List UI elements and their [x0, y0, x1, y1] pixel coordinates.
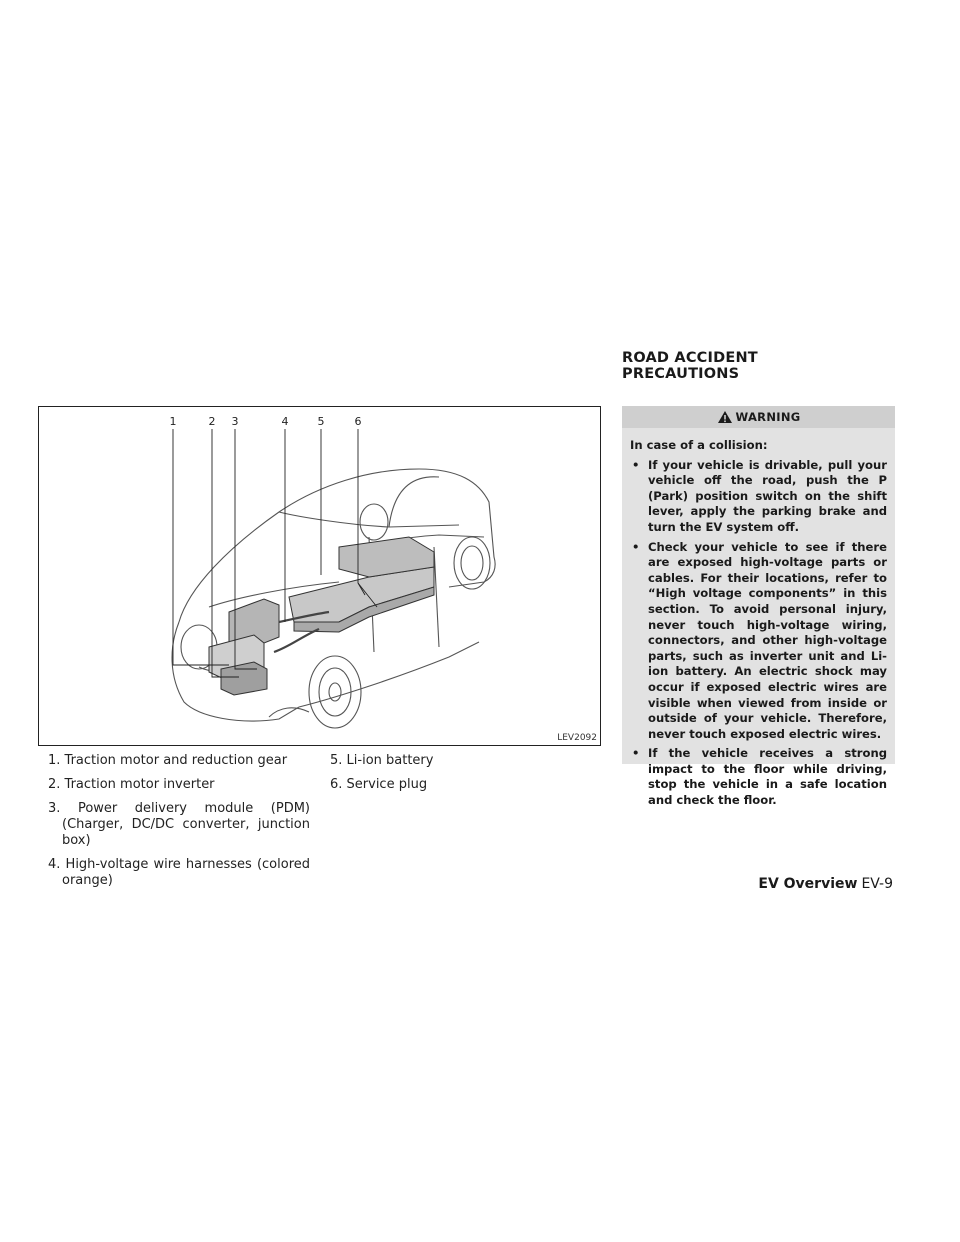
- section-heading: ROAD ACCIDENT PRECAUTIONS: [622, 350, 758, 382]
- callout-6: 6: [354, 415, 362, 428]
- caption-list-left: [48, 753, 310, 897]
- bullet: •: [632, 539, 640, 554]
- warning-header: [622, 406, 895, 428]
- warning-item-text: Check your vehicle to see if there are exposed high-voltage parts or cables. For their locations, refer to “High voltage components” in this section. To avoid personal injury, never touch high-voltage wiring, connectors, and other high-voltage parts, such as inverter unit and Li-ion battery. An electric shock may occur if exposed electric wires are visible when viewed from inside or outside of your vehicle. Therefore, never touch exposed electric wires.: [648, 539, 887, 741]
- callout-4: 4: [281, 415, 289, 428]
- caption-item: 5. Li-ion battery: [330, 753, 434, 768]
- figure-code: LEV2092: [557, 733, 597, 743]
- warning-item: [630, 746, 887, 808]
- warning-item-text: If your vehicle is drivable, pull your vehicle off the road, push the P (Park) position switch on the shift lever, apply the parking brake and turn the EV system off.: [648, 457, 887, 534]
- caption-list-right: [330, 753, 580, 801]
- warning-item: [630, 458, 887, 536]
- warning-item-text: If the vehicle receives a strong impact to the floor while driving, stop the vehicle in a safe location and check the floor.: [648, 746, 887, 808]
- caption-item: 2. Traction motor inverter: [48, 777, 215, 792]
- caption-item: 1. Traction motor and reduction gear: [48, 753, 288, 768]
- callout-1: 1: [169, 415, 177, 428]
- caption-item: 4. High-voltage wire harnesses (colored orange): [48, 857, 310, 888]
- page-footer: [758, 876, 893, 892]
- callout-2: 2: [208, 415, 216, 428]
- warning-body: [622, 428, 895, 809]
- bullet: •: [632, 457, 640, 472]
- warning-triangle-icon: [717, 410, 733, 424]
- page-number: EV-9: [861, 876, 893, 892]
- caption-item: 3. Power delivery module (PDM) (Charger, DC/DC converter, junction box): [48, 801, 310, 848]
- vehicle-diagram: [38, 406, 601, 746]
- warning-box: [622, 406, 895, 808]
- footer-section: EV Overview: [758, 876, 858, 892]
- warning-intro: In case of a collision:: [630, 438, 768, 452]
- warning-item: [630, 540, 887, 743]
- callout-3: 3: [231, 415, 239, 428]
- car-illustration: [39, 407, 601, 746]
- callout-5: 5: [317, 415, 325, 428]
- caption-item: 6. Service plug: [330, 777, 428, 792]
- warning-title: WARNING: [735, 410, 801, 424]
- bullet: •: [632, 746, 640, 761]
